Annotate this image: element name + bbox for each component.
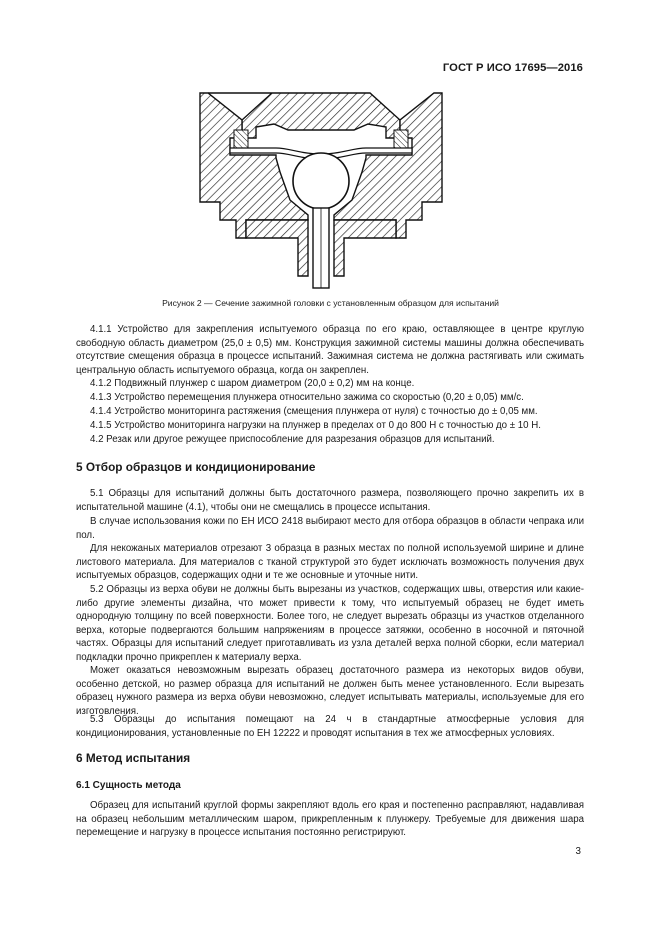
para-4-1-2: 4.1.2 Подвижный плунжер с шаром диаметром (20,0 ± 0,2) мм на конце.: [90, 378, 415, 389]
para-5-2-size: Может оказаться невозможным вырезать образец достаточного размера из некоторых видов обуви, особенно детской, но размер образца для испытаний не должен быть менее установленного. Если вырезать образец нужного размера из верха обуви невозможно, следует испытывать материалы, используемые для его изготовления.: [76, 665, 584, 717]
base-right: [334, 220, 396, 276]
seal-left: [234, 130, 248, 148]
section-5-heading: 5 Отбор образцов и кондиционирование: [76, 460, 316, 474]
para-5-3: 5.3 Образцы до испытания помещают на 24 ч в стандартные атмосферные условия для кондиционирования, установленные по ЕН 12222 и проводят испытания в тех же атмосферных условиях.: [76, 714, 584, 739]
para-5-1-leather: В случае использования кожи по ЕН ИСО 2418 выбирают место для отбора образцов в области чепрака или пол.: [76, 516, 584, 541]
section-6-heading: 6 Метод испытания: [76, 751, 191, 765]
page-number: 3: [575, 846, 581, 857]
document-header: ГОСТ Р ИСО 17695—2016: [442, 62, 583, 74]
para-6-1: Образец для испытаний круглой формы закрепляют вдоль его края и постепенно расправляют, надавливая на образец небольшим металлическим шаром, прикрепленным к плунжеру. Требуемые для движения шара перемещение и нагрузку в процессе испытания постоянно регистрируют.: [76, 800, 584, 839]
section-6-1-heading: 6.1 Сущность метода: [76, 780, 181, 791]
ball: [293, 153, 349, 209]
para-4-1-3: 4.1.3 Устройство перемещения плунжера относительно зажима со скоростью (0,20 ± 0,05) мм/с.: [90, 392, 524, 403]
figure-caption: Рисунок 2 — Сечение зажимной головки с установленным образцом для испытаний: [162, 298, 499, 308]
clamp-head-figure: [190, 90, 452, 290]
seal-right: [394, 130, 408, 148]
para-5-2: 5.2 Образцы из верха обуви не должны быть вырезаны из участков, содержащих швы, отверстия или какие-либо другие элементы дизайна, что может привести к тому, что испытуемый образец не будет иметь однородную толщину по всей поверхности. Более того, не следует вырезать образцы из участков отделанного верха, которые подвергаются большим напряжениям в процессе затяжки, особенно в носочной и пяточной частях. Образцы для испытаний следует приготавливать из узла деталей верха полной сборки, если материал подкладки прочно прикреплен к материалу верха.: [76, 584, 584, 663]
para-4-1-4: 4.1.4 Устройство мониторинга растяжения (смещения плунжера от нуля) с точностью до ± 0,05 мм.: [90, 406, 538, 417]
base: [246, 220, 308, 276]
para-4-1-1: 4.1.1 Устройство для закрепления испытуемого образца по его краю, оставляющее в центре круглую свободную область диаметром (25,0 ± 0,5) мм. Конструкция зажимной системы машины должна обеспечивать отсутствие смещения образца в процессе испытаний. Зажимная система не должна растягивать или сжимать центральную область испытуемого образца, когда он закреплен.: [76, 324, 584, 376]
para-5-1: 5.1 Образцы для испытаний должны быть достаточного размера, позволяющего прочно закрепить их в испытательной машине (4.1), чтобы они не смещались в процессе испытания.: [76, 488, 584, 513]
para-4-1-5: 4.1.5 Устройство мониторинга нагрузки на плунжер в пределах от 0 до 800 Н с точностью до ± 10 Н.: [90, 420, 541, 431]
para-4-2: 4.2 Резак или другое режущее приспособление для разрезания образцов для испытаний.: [90, 434, 495, 445]
para-5-1-nonleather: Для некожаных материалов отрезают 3 образца в разных местах по полной используемой ширине и длине листового материала. Для материалов с тканой структурой это будет исключать возможность получения двух испытуемых образцов, содержащих одни и те же основные и уточные нити.: [76, 543, 584, 582]
